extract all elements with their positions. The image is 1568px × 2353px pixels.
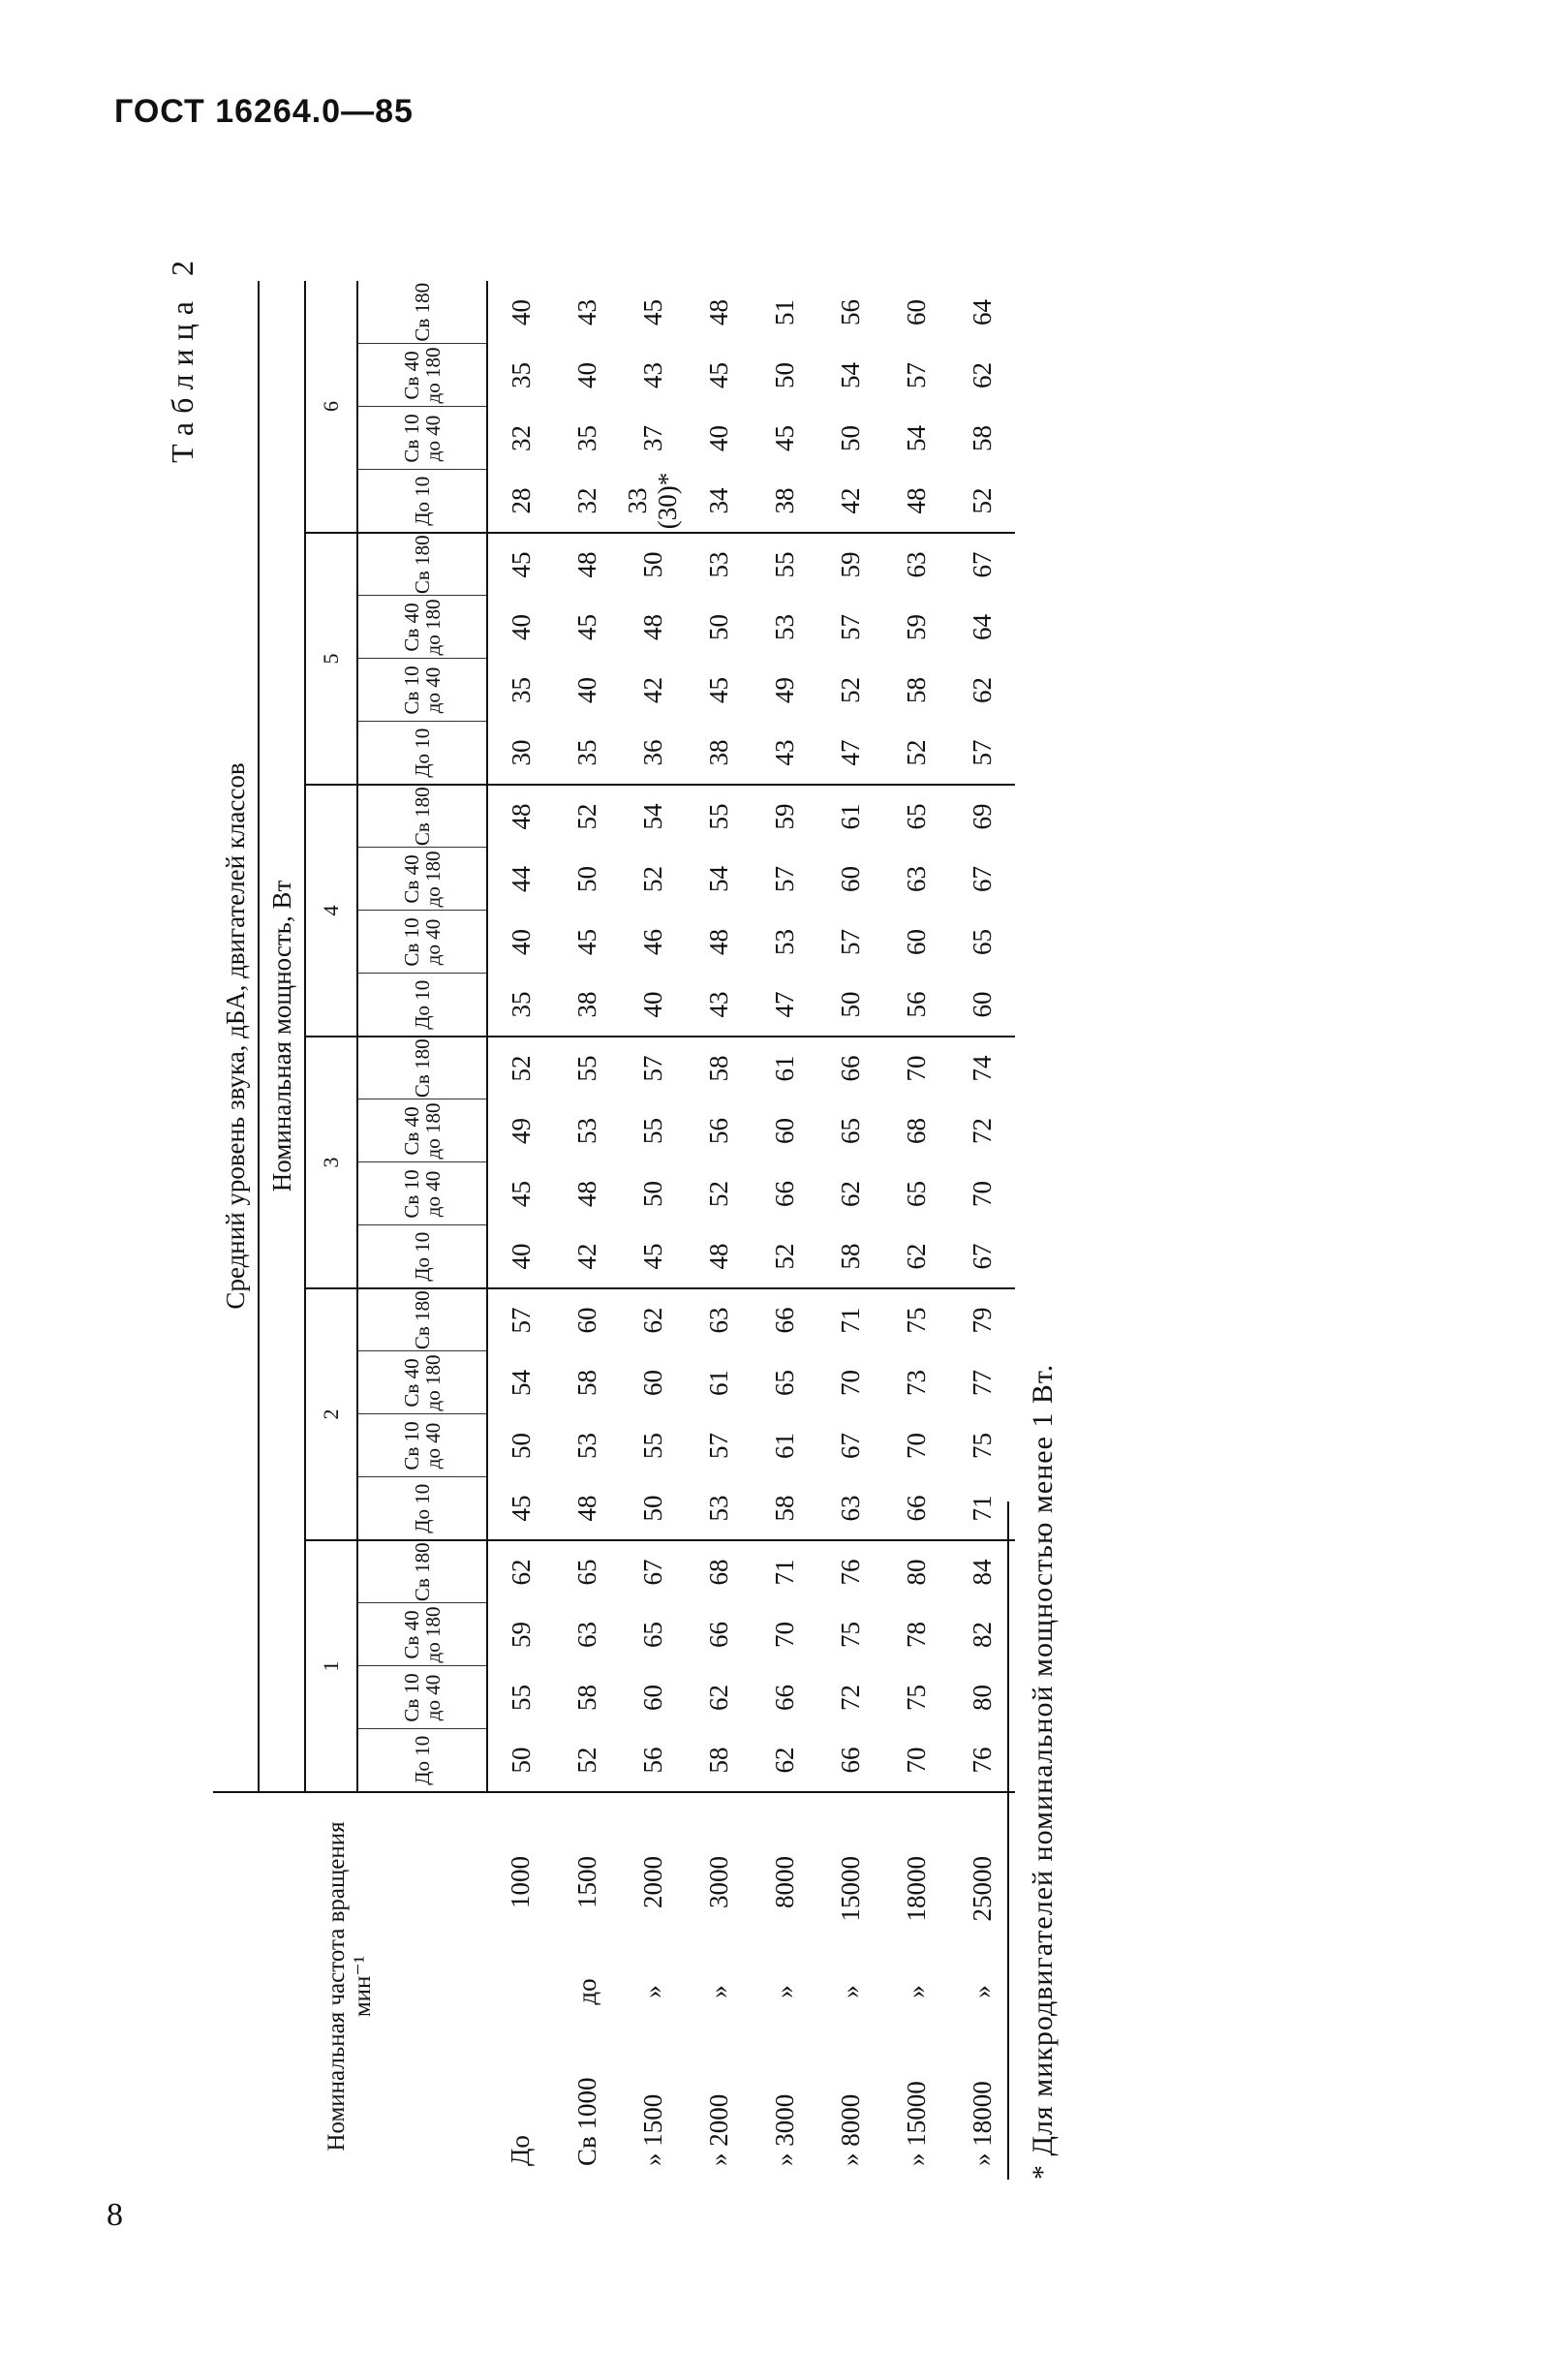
power-range-header: До 10 xyxy=(357,470,487,533)
sound-level-cell: 48 xyxy=(571,1181,601,1207)
sound-level-cell: 62 xyxy=(487,1540,554,1603)
sound-level-cell: 62 xyxy=(967,677,997,703)
frequency-val: 1500 xyxy=(571,1856,601,1908)
frequency-from: » 3000 xyxy=(769,2093,799,2166)
sound-level-cell: 61 xyxy=(703,1370,733,1396)
sound-level-cell: 76 xyxy=(817,1540,883,1603)
sound-level-cell: 52 xyxy=(901,739,931,766)
frequency-cell xyxy=(620,1792,686,2180)
sound-level-cell: 54 xyxy=(703,866,733,892)
frequency-val: 8000 xyxy=(769,1856,799,1908)
sound-level-cell: 45 xyxy=(637,1243,667,1270)
sound-level-cell: 45 xyxy=(487,533,554,596)
sound-level-cell: 58 xyxy=(835,1243,865,1270)
sound-level-cell: 40 xyxy=(637,991,667,1018)
sound-level-cell: 55 xyxy=(637,1118,667,1144)
sound-level-cell: 62 xyxy=(620,1288,686,1351)
frequency-from: Св 1000 xyxy=(571,2077,601,2166)
power-range-header: Св 40 до 180 xyxy=(357,848,487,911)
sound-level-cell: 55 xyxy=(554,1037,620,1099)
frequency-val: 3000 xyxy=(703,1856,733,1908)
table-row xyxy=(487,281,554,2180)
table-row xyxy=(686,281,752,2180)
frequency-prep: » xyxy=(703,1985,733,1998)
sound-level-cell: 43 xyxy=(703,991,733,1018)
sound-level-cell: 67 xyxy=(949,533,1015,596)
sound-level-cell: 50 xyxy=(620,533,686,596)
frequency-prep: » xyxy=(901,1985,931,1998)
sound-level-cell: 48 xyxy=(554,533,620,596)
sound-level-cell: 52 xyxy=(571,1747,601,1774)
sound-level-cell: 49 xyxy=(769,677,799,703)
table-row xyxy=(620,281,686,2180)
sound-level-cell: 49 xyxy=(506,1118,536,1144)
frequency-prep: » xyxy=(769,1985,799,1998)
frequency-prep: » xyxy=(637,1985,667,1998)
sound-level-cell: 53 xyxy=(703,1495,733,1522)
sound-level-cell: 67 xyxy=(620,1540,686,1603)
frequency-prep: до xyxy=(571,1978,601,2005)
sound-level-cell: 55 xyxy=(637,1433,667,1459)
document-header: ГОСТ 16264.0—85 xyxy=(114,93,414,130)
sound-level-cell: 45 xyxy=(506,1495,536,1522)
sound-level-cell: 52 xyxy=(554,785,620,848)
sound-level-cell: 61 xyxy=(817,785,883,848)
sound-level-cell: 52 xyxy=(487,1037,554,1099)
frequency-from: » 8000 xyxy=(835,2093,865,2166)
footnote-rule xyxy=(1007,1502,1009,2180)
sound-level-cell: 59 xyxy=(901,614,931,640)
sound-level-cell: 48 xyxy=(703,298,733,325)
frequency-cell xyxy=(949,1792,1015,2180)
sound-level-cell: 61 xyxy=(769,1433,799,1459)
power-range-header: Св 180 xyxy=(357,281,487,344)
sound-level-cell: 65 xyxy=(835,1118,865,1144)
power-range-header: Св 10 до 40 xyxy=(357,1666,487,1729)
power-range-header: Св 180 xyxy=(357,785,487,848)
sound-level-cell: 75 xyxy=(883,1288,949,1351)
sound-level-cell: 47 xyxy=(835,739,865,766)
sound-level-cell: 62 xyxy=(901,1243,931,1270)
sound-level-cell: 50 xyxy=(637,1181,667,1207)
sound-level-cell: 48 xyxy=(487,785,554,848)
sound-level-cell: 45 xyxy=(637,298,667,325)
sound-level-cell: 57 xyxy=(967,739,997,766)
sound-level-cell: 66 xyxy=(835,1747,865,1774)
sound-level-cell: 43 xyxy=(769,739,799,766)
sound-level-cell: 57 xyxy=(835,929,865,955)
sound-level-cell: 43 xyxy=(571,298,601,325)
sound-level-cell: 63 xyxy=(901,866,931,892)
power-range-header: Св 40 до 180 xyxy=(357,1603,487,1666)
sound-level-cell: 60 xyxy=(637,1370,667,1396)
sound-level-cell: 69 xyxy=(949,785,1015,848)
class-header: 3 xyxy=(305,1037,357,1288)
sound-level-cell: 60 xyxy=(637,1685,667,1711)
sound-level-cell: 60 xyxy=(554,1288,620,1351)
sound-level-cell: 72 xyxy=(967,1118,997,1144)
power-range-header: Св 180 xyxy=(357,1540,487,1603)
table-row xyxy=(949,281,1015,2180)
sound-level-cell: 62 xyxy=(835,1181,865,1207)
power-range-header: Св 40 до 180 xyxy=(357,1351,487,1414)
sound-level-cell: 55 xyxy=(686,785,752,848)
sound-level-cell: 59 xyxy=(817,533,883,596)
sound-level-cell: 37 xyxy=(637,425,667,451)
sound-level-cell: 42 xyxy=(637,677,667,703)
sound-level-cell: 45 xyxy=(703,677,733,703)
power-range-header: Св 10 до 40 xyxy=(357,1414,487,1477)
noise-level-table xyxy=(213,281,1015,2180)
power-range-header: Св 10 до 40 xyxy=(357,407,487,470)
rotated-table-block xyxy=(155,184,1133,2180)
sound-level-cell: 58 xyxy=(571,1370,601,1396)
sound-level-cell: 82 xyxy=(967,1622,997,1648)
sound-level-cell: 55 xyxy=(752,533,817,596)
sound-level-cell: 50 xyxy=(506,1747,536,1774)
frequency-cell xyxy=(817,1792,883,2180)
sound-level-cell: 77 xyxy=(967,1370,997,1396)
sound-level-cell: 54 xyxy=(620,785,686,848)
power-range-header: Св 10 до 40 xyxy=(357,659,487,722)
frequency-val: 2000 xyxy=(637,1856,667,1908)
sound-level-cell: 45 xyxy=(571,929,601,955)
sound-level-cell: 65 xyxy=(967,929,997,955)
sound-level-cell: 40 xyxy=(506,1243,536,1270)
sound-level-cell: 60 xyxy=(967,991,997,1018)
sound-level-cell: 65 xyxy=(554,1540,620,1603)
sound-level-cell: 58 xyxy=(769,1495,799,1522)
sound-level-cell: 30 xyxy=(506,739,536,766)
sound-level-cell: 53 xyxy=(769,929,799,955)
sound-level-cell: 65 xyxy=(769,1370,799,1396)
footnote: * Для микродвигателей номинальной мощностью менее 1 Вт. xyxy=(1027,1363,1059,2180)
sound-level-cell: 57 xyxy=(703,1433,733,1459)
sound-level-cell: 78 xyxy=(901,1622,931,1648)
sound-level-cell: 65 xyxy=(883,785,949,848)
sound-level-cell: 60 xyxy=(901,298,931,325)
sound-level-cell: 50 xyxy=(703,614,733,640)
frequency-val: 1000 xyxy=(506,1856,535,1908)
sound-level-cell: 42 xyxy=(571,1243,601,1270)
sound-level-cell: 66 xyxy=(703,1622,733,1648)
sound-level-cell: 57 xyxy=(769,866,799,892)
sound-level-cell: 48 xyxy=(637,614,667,640)
power-range-header: До 10 xyxy=(357,1477,487,1540)
sound-level-cell: 71 xyxy=(967,1495,997,1522)
sound-level-cell: 62 xyxy=(703,1685,733,1711)
sound-level-cell: 75 xyxy=(967,1433,997,1459)
sound-level-cell: 70 xyxy=(835,1370,865,1396)
sound-level-cell: 35 xyxy=(571,739,601,766)
frequency-column-header: Номинальная частота вращения мин⁻¹ xyxy=(213,1792,487,2180)
sound-level-cell: 57 xyxy=(487,1288,554,1351)
power-range-header: Св 40 до 180 xyxy=(357,596,487,659)
sound-level-cell: 62 xyxy=(769,1747,799,1774)
frequency-cell xyxy=(883,1792,949,2180)
sound-level-cell: 54 xyxy=(835,362,865,388)
sound-level-cell: 60 xyxy=(901,929,931,955)
sound-level-cell: 46 xyxy=(637,929,667,955)
sound-level-cell: 62 xyxy=(967,362,997,388)
sound-level-cell: 57 xyxy=(835,614,865,640)
sound-level-cell: 40 xyxy=(506,298,536,325)
sound-level-cell: 52 xyxy=(769,1243,799,1270)
sound-level-cell: 70 xyxy=(901,1747,931,1774)
sound-level-cell: 50 xyxy=(506,1433,536,1459)
sound-level-cell: 64 xyxy=(967,614,997,640)
sound-level-cell: 71 xyxy=(752,1540,817,1603)
sound-level-cell: 80 xyxy=(967,1685,997,1711)
power-range-header: До 10 xyxy=(357,722,487,785)
class-header: 2 xyxy=(305,1288,357,1540)
frequency-cell xyxy=(686,1792,752,2180)
sound-level-cell: 52 xyxy=(835,677,865,703)
sound-level-cell: 57 xyxy=(620,1037,686,1099)
table-title: Таблица 2 xyxy=(165,252,200,463)
sound-level-cell: 75 xyxy=(835,1622,865,1648)
sound-level-cell: 56 xyxy=(901,991,931,1018)
sound-level-cell: 70 xyxy=(901,1433,931,1459)
sound-level-cell: 50 xyxy=(835,425,865,451)
sound-level-cell: 84 xyxy=(949,1540,1015,1603)
sound-level-cell: 65 xyxy=(637,1622,667,1648)
sound-level-cell: 53 xyxy=(686,533,752,596)
sound-level-cell: 71 xyxy=(817,1288,883,1351)
sound-level-cell: 63 xyxy=(686,1288,752,1351)
power-range-header: Св 180 xyxy=(357,1037,487,1099)
power-range-header: Св 40 до 180 xyxy=(357,344,487,407)
frequency-from: » 15000 xyxy=(901,2081,931,2166)
sound-level-group-header: Средний уровень звука, дБА, двигателей классов xyxy=(213,281,259,1792)
sound-level-cell: 35 xyxy=(506,362,536,388)
sound-level-cell: 76 xyxy=(967,1747,997,1774)
sound-level-cell: 56 xyxy=(835,298,865,325)
sound-level-cell: 66 xyxy=(817,1037,883,1099)
sound-level-cell: 40 xyxy=(506,929,536,955)
sound-level-cell: 45 xyxy=(769,425,799,451)
sound-level-cell: 33 (30)* xyxy=(623,472,682,530)
sound-level-cell: 66 xyxy=(769,1685,799,1711)
sound-level-cell: 45 xyxy=(506,1181,536,1207)
frequency-val: 18000 xyxy=(901,1856,931,1922)
page-number: 8 xyxy=(107,2197,123,2233)
sound-level-cell: 54 xyxy=(901,425,931,451)
frequency-cell xyxy=(752,1792,817,2180)
sound-level-cell: 45 xyxy=(703,362,733,388)
sound-level-cell: 48 xyxy=(901,487,931,514)
sound-level-cell: 50 xyxy=(835,991,865,1018)
power-range-header: До 10 xyxy=(357,1729,487,1792)
sound-level-cell: 44 xyxy=(506,866,536,892)
sound-level-cell: 48 xyxy=(703,929,733,955)
sound-level-cell: 52 xyxy=(637,866,667,892)
sound-level-cell: 40 xyxy=(703,425,733,451)
sound-level-cell: 80 xyxy=(883,1540,949,1603)
sound-level-cell: 63 xyxy=(835,1495,865,1522)
sound-level-cell: 55 xyxy=(506,1685,536,1711)
sound-level-cell: 60 xyxy=(835,866,865,892)
sound-level-cell: 50 xyxy=(769,362,799,388)
sound-level-cell: 72 xyxy=(835,1685,865,1711)
sound-level-cell: 56 xyxy=(703,1118,733,1144)
sound-level-cell: 58 xyxy=(686,1037,752,1099)
sound-level-cell: 75 xyxy=(901,1685,931,1711)
sound-level-cell: 68 xyxy=(901,1118,931,1144)
sound-level-cell: 70 xyxy=(883,1037,949,1099)
sound-level-cell: 34 xyxy=(703,487,733,514)
sound-level-cell: 40 xyxy=(506,614,536,640)
power-range-header: Св 180 xyxy=(357,533,487,596)
sound-level-cell: 59 xyxy=(752,785,817,848)
frequency-from: До xyxy=(506,2135,535,2166)
sound-level-cell: 43 xyxy=(637,362,667,388)
sound-level-cell: 35 xyxy=(506,677,536,703)
sound-level-cell: 51 xyxy=(769,298,799,325)
sound-level-cell: 60 xyxy=(769,1118,799,1144)
sound-level-cell: 65 xyxy=(901,1181,931,1207)
sound-level-cell: 74 xyxy=(949,1037,1015,1099)
sound-level-cell: 40 xyxy=(571,362,601,388)
sound-level-cell: 52 xyxy=(967,487,997,514)
sound-level-cell: 59 xyxy=(506,1622,536,1648)
frequency-from: » 18000 xyxy=(967,2081,997,2166)
sound-level-cell: 57 xyxy=(901,362,931,388)
sound-level-cell: 67 xyxy=(967,866,997,892)
sound-level-cell: 40 xyxy=(571,677,601,703)
class-header: 6 xyxy=(305,281,357,533)
frequency-prep: » xyxy=(967,1985,997,1998)
sound-level-cell: 50 xyxy=(571,866,601,892)
table-row xyxy=(554,281,620,2180)
sound-level-cell: 61 xyxy=(752,1037,817,1099)
sound-level-cell: 79 xyxy=(949,1288,1015,1351)
sound-level-cell: 66 xyxy=(769,1181,799,1207)
frequency-from: » 2000 xyxy=(703,2093,733,2166)
sound-level-cell: 32 xyxy=(571,487,601,514)
class-header: 5 xyxy=(305,533,357,785)
power-range-header: До 10 xyxy=(357,974,487,1037)
sound-level-cell: 38 xyxy=(571,991,601,1018)
sound-level-cell: 56 xyxy=(637,1747,667,1774)
sound-level-cell: 45 xyxy=(571,614,601,640)
power-range-header: Св 10 до 40 xyxy=(357,911,487,974)
sound-level-cell: 70 xyxy=(769,1622,799,1648)
sound-level-cell: 52 xyxy=(703,1181,733,1207)
sound-level-cell: 42 xyxy=(835,487,865,514)
sound-level-cell: 63 xyxy=(883,533,949,596)
sound-level-cell: 67 xyxy=(835,1433,865,1459)
power-range-header: Св 40 до 180 xyxy=(357,1099,487,1162)
sound-level-cell: 66 xyxy=(901,1495,931,1522)
sound-level-cell: 35 xyxy=(571,425,601,451)
power-range-header: Св 10 до 40 xyxy=(357,1162,487,1225)
frequency-val: 15000 xyxy=(835,1856,865,1922)
sound-level-cell: 47 xyxy=(769,991,799,1018)
power-range-header: До 10 xyxy=(357,1225,487,1288)
frequency-prep: » xyxy=(835,1985,865,1998)
table-row xyxy=(817,281,883,2180)
sound-level-cell: 68 xyxy=(686,1540,752,1603)
rated-power-header: Номинальная мощность, Вт xyxy=(259,281,305,1792)
sound-level-cell: 58 xyxy=(703,1747,733,1774)
sound-level-cell: 54 xyxy=(506,1370,536,1396)
sound-level-cell: 53 xyxy=(571,1118,601,1144)
sound-level-cell: 50 xyxy=(637,1495,667,1522)
sound-level-cell: 70 xyxy=(967,1181,997,1207)
sound-level-cell: 53 xyxy=(571,1433,601,1459)
class-header: 4 xyxy=(305,785,357,1037)
frequency-cell xyxy=(554,1792,620,2180)
sound-level-cell: 58 xyxy=(571,1685,601,1711)
sound-level-cell: 53 xyxy=(769,614,799,640)
class-header: 1 xyxy=(305,1540,357,1792)
sound-level-cell: 38 xyxy=(769,487,799,514)
sound-level-cell: 28 xyxy=(506,487,536,514)
sound-level-cell: 64 xyxy=(967,298,997,325)
sound-level-cell: 58 xyxy=(901,677,931,703)
sound-level-cell: 73 xyxy=(901,1370,931,1396)
power-range-header: Св 180 xyxy=(357,1288,487,1351)
sound-level-cell: 35 xyxy=(506,991,536,1018)
sound-level-cell: 58 xyxy=(967,425,997,451)
table-row xyxy=(752,281,817,2180)
sound-level-cell: 38 xyxy=(703,739,733,766)
frequency-from: » 1500 xyxy=(637,2093,667,2166)
frequency-cell xyxy=(487,1792,554,2180)
table-row xyxy=(883,281,949,2180)
sound-level-cell: 32 xyxy=(506,425,536,451)
sound-level-cell: 67 xyxy=(967,1243,997,1270)
sound-level-cell: 48 xyxy=(571,1495,601,1522)
frequency-val: 25000 xyxy=(967,1856,997,1922)
sound-level-cell: 66 xyxy=(752,1288,817,1351)
sound-level-cell: 63 xyxy=(571,1622,601,1648)
sound-level-cell: 48 xyxy=(703,1243,733,1270)
sound-level-cell: 36 xyxy=(637,739,667,766)
